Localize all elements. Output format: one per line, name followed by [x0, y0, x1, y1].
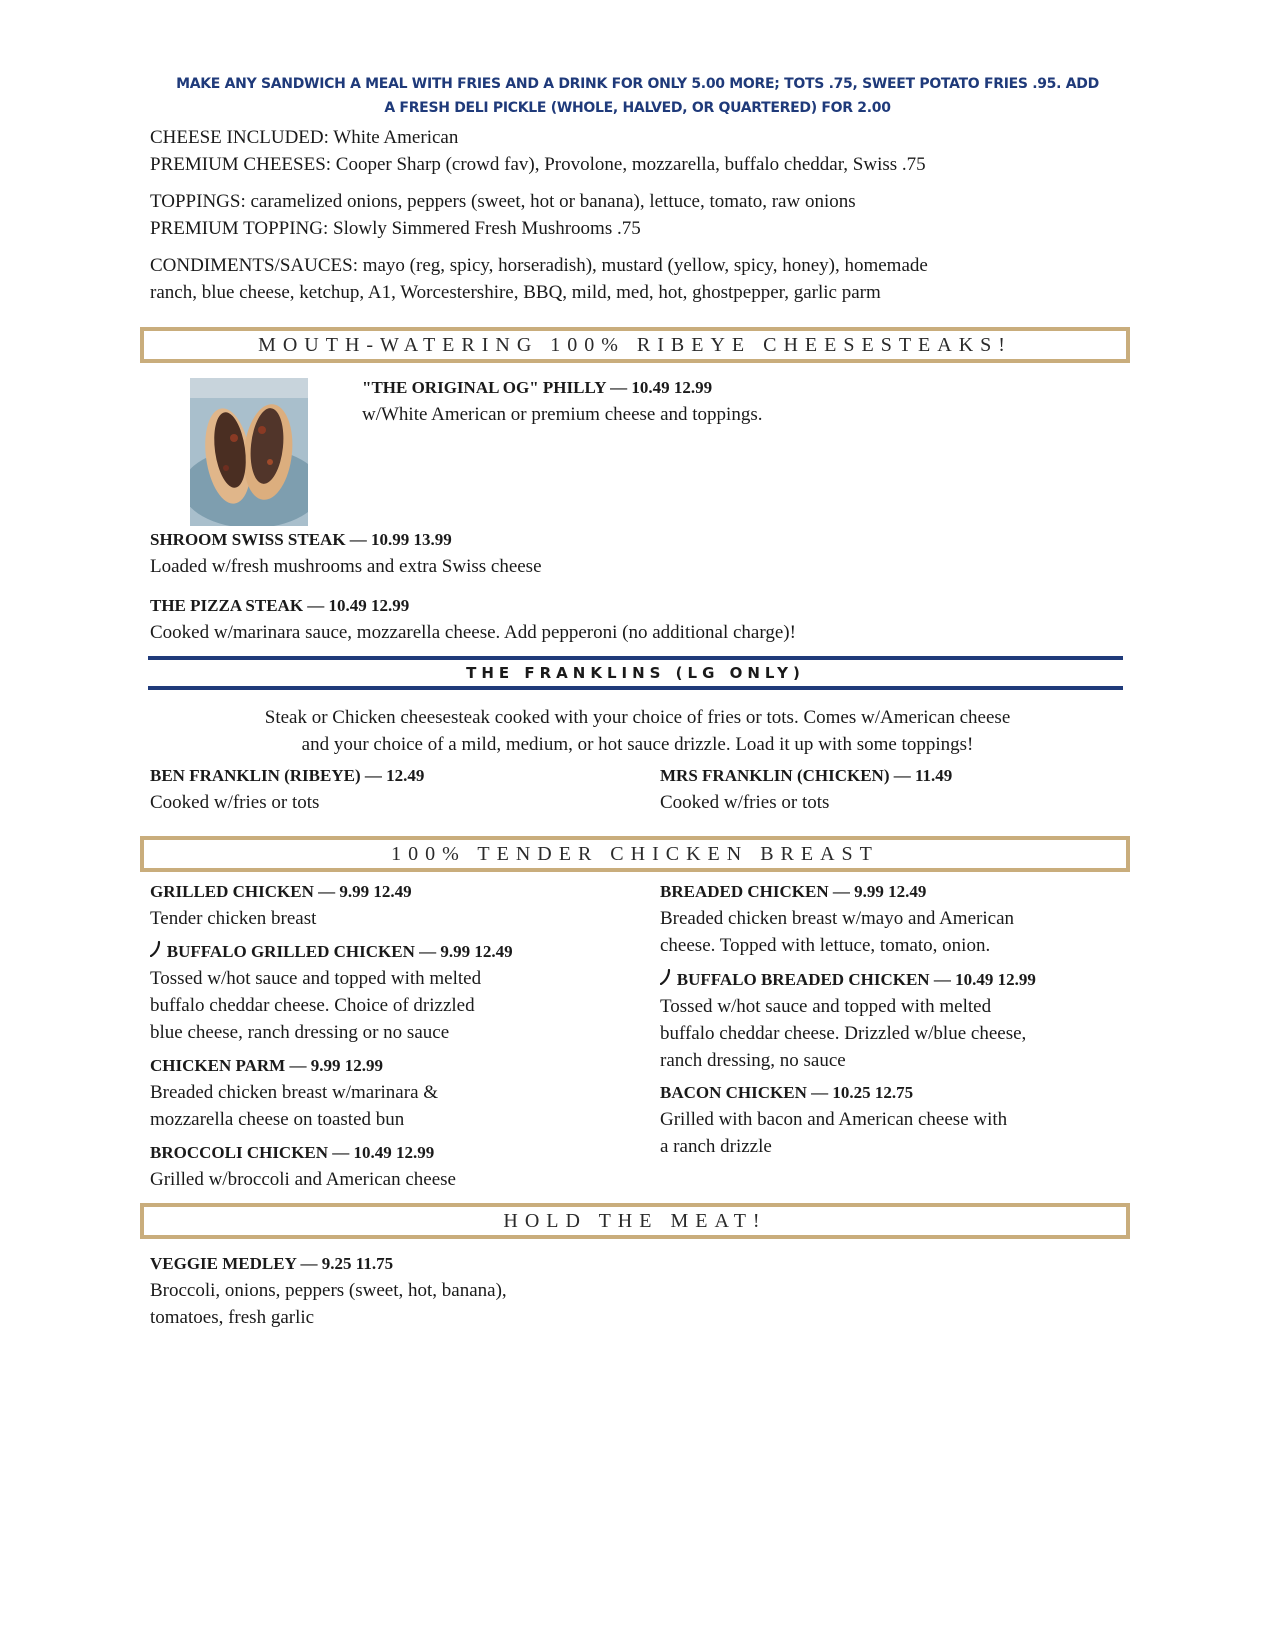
item-name: VEGGIE MEDLEY — 9.25 11.75 — [150, 1254, 394, 1273]
item-name: BUFFALO GRILLED CHICKEN — 9.99 12.49 — [166, 942, 513, 961]
item-description-line-1: Broccoli, onions, peppers (sweet, hot, banana), — [150, 1280, 507, 1301]
item-description-line-2: buffalo cheddar cheese. Choice of drizzled — [150, 995, 475, 1016]
menu-item-broccoli-chicken — [150, 1139, 456, 1193]
pepper-icon — [660, 966, 672, 993]
menu-item-original-og-philly — [362, 374, 762, 428]
menu-item-breaded-chicken — [660, 878, 1014, 959]
banner-line-2: A FRESH DELI PICKLE (WHOLE, HALVED, OR QUARTERED) FOR 2.00 — [384, 100, 891, 116]
menu-item-buffalo-breaded-chicken — [660, 966, 1036, 1074]
condiments-line-1: CONDIMENTS/SAUCES: mayo (reg, spicy, horseradish), mustard (yellow, spicy, honey), homemade — [150, 255, 928, 276]
item-description: Cooked w/marinara sauce, mozzarella cheese. Add pepperoni (no additional charge)! — [150, 622, 796, 643]
menu-item-buffalo-grilled-chicken — [150, 938, 513, 1046]
item-description: Cooked w/fries or tots — [660, 792, 830, 813]
section-header-franklins: THE FRANKLINS (LG ONLY) — [148, 656, 1123, 690]
item-name: CHICKEN PARM — 9.99 12.99 — [150, 1056, 383, 1075]
franklins-intro — [150, 704, 1125, 758]
item-description-line-2: tomatoes, fresh garlic — [150, 1307, 315, 1328]
item-description: Loaded w/fresh mushrooms and extra Swiss cheese — [150, 556, 542, 577]
item-description-line-3: ranch dressing, no sauce — [660, 1050, 846, 1071]
menu-item-ben-franklin — [150, 762, 424, 816]
menu-item-grilled-chicken — [150, 878, 412, 932]
item-description-line-1: Tossed w/hot sauce and topped with melted — [150, 968, 482, 989]
item-name: BROCCOLI CHICKEN — 10.49 12.99 — [150, 1143, 435, 1162]
franklins-intro-line-1: Steak or Chicken cheesesteak cooked with your choice of fries or tots. Comes w/American cheese — [264, 707, 1011, 728]
item-name: SHROOM SWISS STEAK — 10.99 13.99 — [150, 530, 452, 549]
menu-item-shroom-swiss-steak — [150, 526, 542, 580]
cheese-included: CHEESE INCLUDED: White American — [150, 127, 459, 148]
item-description: Tender chicken breast — [150, 908, 317, 929]
item-description-line-2: cheese. Topped with lettuce, tomato, onion. — [660, 935, 991, 956]
menu-item-mrs-franklin — [660, 762, 952, 816]
item-name: BUFFALO BREADED CHICKEN — 10.49 12.99 — [676, 970, 1036, 989]
item-name: "THE ORIGINAL OG" PHILLY — 10.49 12.99 — [362, 378, 713, 397]
item-description-line-2: buffalo cheddar cheese. Drizzled w/blue cheese, — [660, 1023, 1027, 1044]
meal-deal-banner — [150, 72, 1125, 120]
item-description: w/White American or premium cheese and toppings. — [362, 404, 763, 425]
topping-options — [150, 188, 1110, 242]
item-name: MRS FRANKLIN (CHICKEN) — 11.49 — [660, 766, 953, 785]
menu-item-veggie-medley — [150, 1250, 507, 1331]
item-name: BEN FRANKLIN (RIBEYE) — 12.49 — [150, 766, 425, 785]
condiments-line-2: ranch, blue cheese, ketchup, A1, Worcestershire, BBQ, mild, med, hot, ghostpepper, garlic parm — [150, 282, 881, 303]
item-description-line-2: mozzarella cheese on toasted bun — [150, 1109, 405, 1130]
item-description-line-1: Tossed w/hot sauce and topped with melted — [660, 996, 992, 1017]
condiment-options — [150, 252, 1110, 306]
item-name: BREADED CHICKEN — 9.99 12.49 — [660, 882, 927, 901]
menu-item-pizza-steak — [150, 592, 796, 646]
banner-line-1: MAKE ANY SANDWICH A MEAL WITH FRIES AND A DRINK FOR ONLY 5.00 MORE; TOTS .75, SWEET POTATO FRIES .95. ADD — [176, 76, 1099, 92]
item-description-line-3: blue cheese, ranch dressing or no sauce — [150, 1022, 450, 1043]
item-description-line-2: a ranch drizzle — [660, 1136, 772, 1157]
item-name: GRILLED CHICKEN — 9.99 12.49 — [150, 882, 412, 901]
item-description: Cooked w/fries or tots — [150, 792, 320, 813]
cheese-options — [150, 124, 1110, 178]
pepper-icon — [150, 938, 162, 965]
premium-cheeses: PREMIUM CHEESES: Cooper Sharp (crowd fav), Provolone, mozzarella, buffalo cheddar, Swiss .75 — [150, 154, 926, 175]
premium-topping: PREMIUM TOPPING: Slowly Simmered Fresh Mushrooms .75 — [150, 218, 641, 239]
section-header-veggie: HOLD THE MEAT! — [140, 1203, 1130, 1239]
item-description-line-1: Breaded chicken breast w/marinara & — [150, 1082, 439, 1103]
item-description-line-1: Grilled with bacon and American cheese with — [660, 1109, 1008, 1130]
item-description: Grilled w/broccoli and American cheese — [150, 1169, 456, 1190]
section-header-cheesesteaks: MOUTH-WATERING 100% RIBEYE CHEESESTEAKS! — [140, 327, 1130, 363]
item-description-line-1: Breaded chicken breast w/mayo and American — [660, 908, 1014, 929]
menu-item-chicken-parm — [150, 1052, 438, 1133]
section-header-chicken: 100% TENDER CHICKEN BREAST — [140, 836, 1130, 872]
toppings: TOPPINGS: caramelized onions, peppers (sweet, hot or banana), lettuce, tomato, raw onions — [150, 191, 856, 212]
menu-item-bacon-chicken — [660, 1079, 1007, 1160]
cheesesteak-photo — [190, 378, 308, 526]
item-name: BACON CHICKEN — 10.25 12.75 — [660, 1083, 914, 1102]
item-name: THE PIZZA STEAK — 10.49 12.99 — [150, 596, 410, 615]
franklins-intro-line-2: and your choice of a mild, medium, or hot sauce drizzle. Load it up with some toppings! — [301, 734, 974, 755]
